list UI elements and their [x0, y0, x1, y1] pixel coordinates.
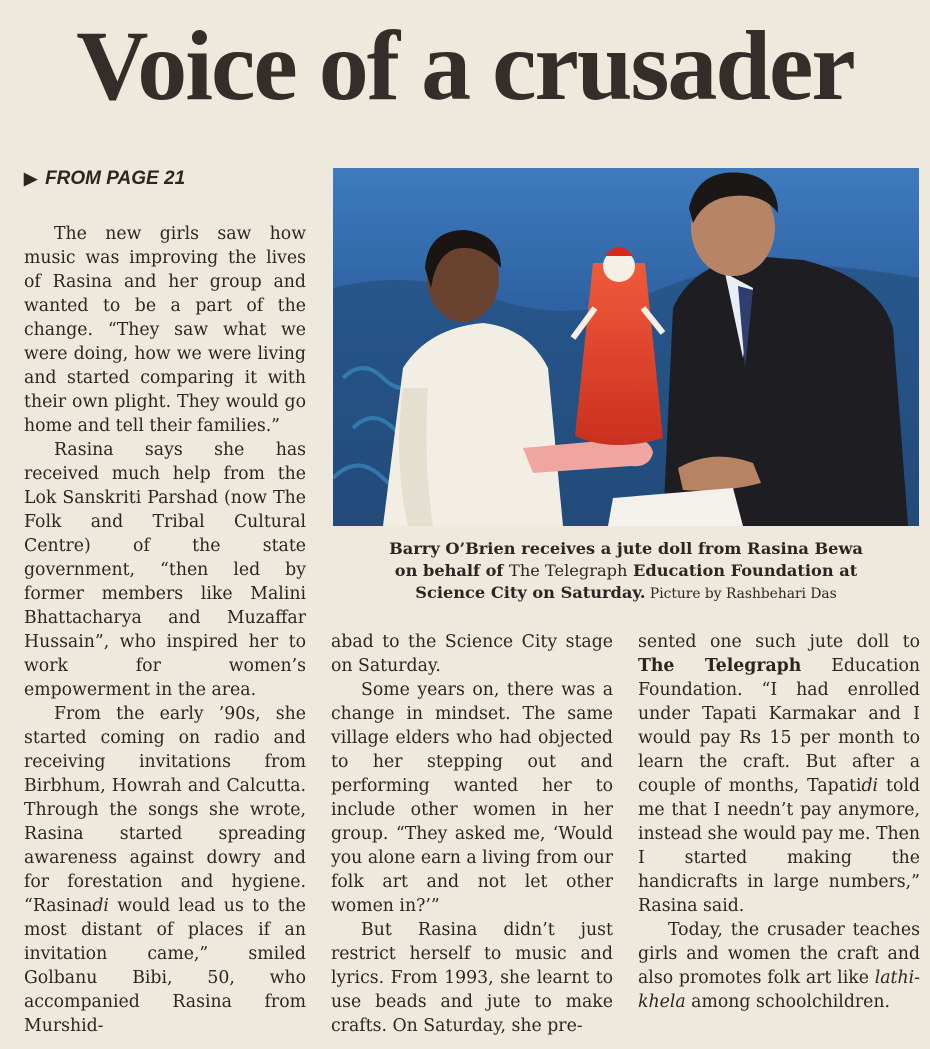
headline: Voice of a crusader: [76, 10, 854, 121]
article-column-2: [331, 630, 613, 1038]
article-column-1: [24, 222, 306, 1038]
paragraph: Some years on, there was a change in mindset. The same village elders who had objected to her stepping out and performing wanted her to include other women in her group. “They asked me, ‘Would you alone earn a living from our folk art and not let other women in?’”: [331, 680, 613, 916]
photo-caption: Barry O’Brien receives a jute doll from Rasina Bewa on behalf of The Telegraph Education Foundation at Science City on Saturday. Picture by Rashbehari Das: [389, 539, 863, 602]
paragraph: Rasina says she has received much help from the Lok Sanskriti Parshad (now The Folk and Tribal Cultural Centre) of the state government, “then led by former members like Malini Bhattacharya and Muzaffar Hussain”, who inspired her to work for women’s empowerment in the area.: [24, 440, 306, 700]
publication-name: The Telegraph: [509, 561, 628, 580]
paragraph: But Rasina didn’t just restrict herself to music and lyrics. From 1993, she learnt to use beads and jute to make crafts. On Saturday, she pre-: [331, 920, 613, 1036]
from-page-text: FROM PAGE 21: [45, 168, 186, 189]
paragraph: sented one such jute doll to The Telegraph Education Foundation. “I had enrolled under Tapati Karmakar and I would pay Rs 15 per month to learn the craft. But after a couple of months, Tapatidi told me that I needn’t pay anymore, instead she would pay me. Then I started making the handicrafts in large numbers,” Rasina said.: [638, 632, 920, 916]
paragraph: The new girls saw how music was improving the lives of Rasina and her group and wanted to be a part of the change. “They saw what we were doing, how we were living and started comparing it with their own plight. They would go home and tell their families.”: [24, 224, 306, 436]
paragraph: abad to the Science City stage on Saturday.: [331, 632, 613, 676]
article-column-3: [638, 630, 920, 1014]
photo-credit: Picture by Rashbehari Das: [645, 586, 837, 602]
from-page-label: [24, 168, 185, 190]
news-photo: [333, 168, 919, 526]
paragraph: Today, the crusader teaches girls and women the craft and also promotes folk art like lathi-khela among schoolchildren.: [638, 920, 920, 1012]
paragraph: From the early ’90s, she started coming on radio and receiving invitations from Birbhum, Howrah and Calcutta. Through the songs she wrote, Rasina started spreading awareness against dowry and for forestation and hygiene. “Rasinadi would lead us to the most distant of places if an invitation came,” smiled Golbanu Bibi, 50, who accompanied Rasina from Murshid-: [24, 704, 306, 1036]
caption-line: Barry O’Brien receives a jute doll from Rasina Bewa: [389, 539, 863, 558]
play-arrow-icon: ▶: [24, 169, 38, 188]
